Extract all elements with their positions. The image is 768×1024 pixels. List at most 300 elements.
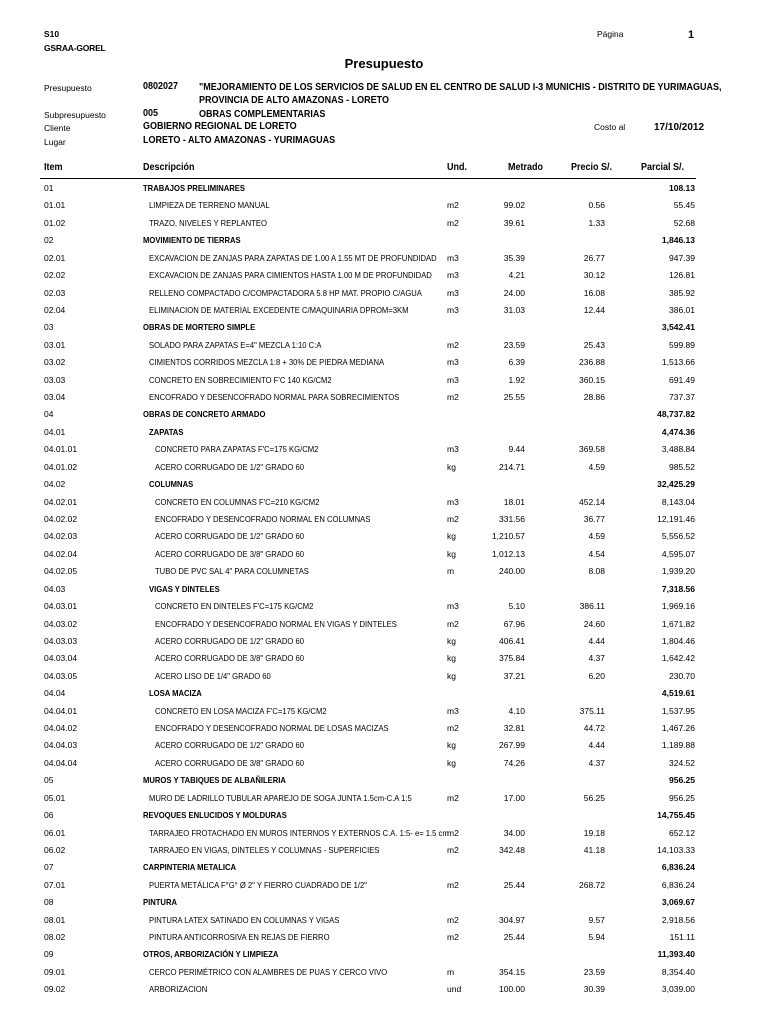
item-code: 04.02: [44, 479, 66, 490]
item-description: ZAPATAS: [149, 426, 184, 437]
table-row: [0, 197, 768, 215]
item-partial: 1,467.26: [661, 723, 695, 734]
item-unit: m3: [447, 252, 459, 263]
item-code: 02.02: [44, 270, 66, 281]
item-code: 03.03: [44, 374, 66, 385]
item-price: 30.12: [583, 270, 605, 281]
item-price: 8.08: [588, 566, 605, 577]
table-row: [0, 720, 768, 738]
item-partial: 12,191.46: [657, 513, 695, 524]
item-description: TRABAJOS PRELIMINARES: [143, 183, 246, 193]
item-metrado: 34.00: [503, 827, 525, 838]
item-price: 0.56: [588, 200, 605, 211]
item-metrado: 25.55: [503, 392, 525, 403]
item-partial: 4,519.61: [661, 688, 695, 699]
item-code: 01.01: [44, 200, 66, 211]
item-code: 04.02.05: [44, 566, 78, 577]
table-row: [0, 598, 768, 616]
item-partial: 1,537.95: [661, 705, 695, 716]
table-row: [0, 650, 768, 668]
item-description: ARBORIZACION: [149, 984, 208, 995]
item-partial: 14,103.33: [657, 844, 695, 855]
document-title: Presupuesto: [344, 56, 424, 71]
item-code: 02.04: [44, 304, 66, 315]
item-description: ENCOFRADO Y DESENCOFRADO NORMAL EN COLUMNAS: [155, 513, 371, 524]
item-description: CIMIENTOS CORRIDOS MEZCLA 1:8 + 30% DE PIEDRA MEDIANA: [149, 357, 385, 368]
item-description: ENCOFRADO Y DESENCOFRADO NORMAL DE LOSAS MACIZAS: [155, 723, 389, 734]
table-row: [0, 842, 768, 860]
item-partial: 1,939.20: [661, 566, 695, 577]
item-code: 04.03.04: [44, 653, 78, 664]
section-row: [0, 807, 768, 825]
item-code: 04.04.04: [44, 757, 78, 768]
item-unit: m: [447, 566, 455, 577]
item-code: 04.01: [44, 426, 66, 437]
subpresupuesto-code: 005: [143, 108, 159, 119]
item-metrado: 1,210.57: [491, 531, 525, 542]
item-code: 04.04.01: [44, 705, 78, 716]
item-partial: 8,143.04: [661, 496, 695, 507]
item-price: 28.86: [583, 392, 605, 403]
lugar-value: LORETO - ALTO AMAZONAS - YURIMAGUAS: [143, 135, 336, 146]
item-partial: 5,556.52: [661, 531, 695, 542]
item-description: LOSA MACIZA: [149, 688, 202, 699]
item-metrado: 354.15: [499, 966, 525, 977]
item-unit: m3: [447, 444, 459, 455]
item-partial: 11,393.40: [657, 949, 695, 960]
item-unit: kg: [447, 635, 456, 646]
presupuesto-code: 0802027: [143, 81, 179, 92]
item-code: 01: [44, 183, 54, 193]
item-price: 360.15: [579, 374, 605, 385]
item-code: 03.04: [44, 392, 66, 403]
item-price: 23.59: [583, 966, 605, 977]
item-partial: 4,474.36: [661, 426, 695, 437]
table-row: [0, 389, 768, 407]
item-partial: 48,737.82: [657, 409, 695, 420]
item-code: 06.01: [44, 827, 66, 838]
item-partial: 3,039.00: [661, 984, 695, 995]
item-metrado: 406.41: [499, 635, 525, 646]
page-number: 1: [688, 29, 695, 41]
costo-label: Costo al: [594, 122, 626, 132]
item-metrado: 214.71: [499, 461, 525, 472]
table-row: [0, 546, 768, 564]
table-row: [0, 250, 768, 268]
item-code: 07.01: [44, 879, 66, 890]
item-metrado: 99.02: [503, 200, 525, 211]
item-unit: m2: [447, 217, 459, 228]
item-description: OBRAS DE MORTERO SIMPLE: [143, 322, 256, 333]
item-partial: 3,069.67: [661, 897, 695, 908]
item-price: 19.18: [583, 827, 605, 838]
subpresupuesto-text: OBRAS COMPLEMENTARIAS: [199, 109, 326, 120]
item-description: ACERO CORRUGADO DE 3/8" GRADO 60: [155, 757, 304, 768]
item-unit: kg: [447, 548, 456, 559]
item-metrado: 32.81: [503, 723, 525, 734]
subsection-row: [0, 685, 768, 703]
item-unit: m2: [447, 339, 459, 350]
item-partial: 8,354.40: [661, 966, 695, 977]
item-description: MURO DE LADRILLO TUBULAR APAREJO DE SOGA JUNTA 1.5cm-C.A 1:5: [149, 792, 412, 803]
item-metrado: 1,012.13: [491, 548, 525, 559]
item-partial: 126.81: [669, 270, 695, 281]
column-header-item: Item: [44, 162, 63, 173]
item-partial: 230.70: [669, 670, 695, 681]
item-description: MOVIMIENTO DE TIERRAS: [143, 235, 241, 246]
item-partial: 1,671.82: [661, 618, 695, 629]
section-row: [0, 894, 768, 912]
item-code: 09: [44, 949, 54, 960]
item-code: 04.02.01: [44, 496, 78, 507]
table-row: [0, 737, 768, 755]
subpresupuesto-label: Subpresupuesto: [44, 110, 106, 120]
table-row: [0, 285, 768, 303]
item-description: TARRAJEO FROTACHADO EN MUROS INTERNOS Y EXTERNOS C.A. 1:5- e= 1.5 cm: [149, 827, 449, 838]
item-partial: 324.52: [669, 757, 695, 768]
table-row: [0, 337, 768, 355]
presupuesto-text-line2: PROVINCIA DE ALTO AMAZONAS - LORETO: [199, 95, 390, 106]
item-metrado: 24.00: [503, 287, 525, 298]
item-unit: m2: [447, 914, 459, 925]
item-price: 36.77: [583, 513, 605, 524]
item-description: ACERO LISO DE 1/4" GRADO 60: [155, 670, 271, 681]
table-row: [0, 877, 768, 895]
item-unit: m2: [447, 792, 459, 803]
item-description: ACERO CORRUGADO DE 1/2" GRADO 60: [155, 531, 304, 542]
item-price: 26.77: [583, 252, 605, 263]
table-row: [0, 511, 768, 529]
item-price: 452.14: [579, 496, 605, 507]
item-code: 04.03: [44, 583, 66, 594]
item-price: 24.60: [583, 618, 605, 629]
item-unit: m3: [447, 601, 459, 612]
item-price: 44.72: [583, 723, 605, 734]
item-partial: 151.11: [669, 932, 695, 943]
item-price: 4.59: [588, 461, 605, 472]
item-partial: 7,318.56: [661, 583, 695, 594]
item-unit: m2: [447, 932, 459, 943]
presupuesto-text-line1: "MEJORAMIENTO DE LOS SERVICIOS DE SALUD EN EL CENTRO DE SALUD I-3 MUNICHIS - DISTRITO DE YURIMAGUAS,: [199, 82, 722, 93]
item-partial: 956.25: [669, 792, 695, 803]
item-price: 4.37: [588, 653, 605, 664]
item-partial: 386.01: [669, 304, 695, 315]
item-price: 41.18: [583, 844, 605, 855]
item-description: EXCAVACION DE ZANJAS PARA ZAPATAS DE 1.00 A 1.55 MT DE PROFUNDIDAD: [149, 252, 437, 263]
item-description: ENCOFRADO Y DESENCOFRADO NORMAL PARA SOBRECIMIENTOS: [149, 392, 400, 403]
item-partial: 1,642.42: [661, 653, 695, 664]
table-row: [0, 912, 768, 930]
table-row: [0, 703, 768, 721]
subsection-row: [0, 581, 768, 599]
item-code: 09.02: [44, 984, 66, 995]
item-metrado: 375.84: [499, 653, 525, 664]
table-row: [0, 528, 768, 546]
item-code: 04.04: [44, 688, 66, 699]
item-metrado: 1.92: [508, 374, 525, 385]
table-row: [0, 825, 768, 843]
item-code: 03.01: [44, 339, 66, 350]
item-description: VIGAS Y DINTELES: [149, 583, 220, 594]
item-description: PINTURA ANTICORROSIVA EN REJAS DE FIERRO: [149, 932, 330, 943]
item-unit: m2: [447, 879, 459, 890]
item-partial: 599.89: [669, 339, 695, 350]
item-unit: kg: [447, 670, 456, 681]
item-code: 04.03.01: [44, 601, 78, 612]
table-row: [0, 929, 768, 947]
item-metrado: 23.59: [503, 339, 525, 350]
system-code: S10: [44, 29, 60, 39]
item-code: 04.04.03: [44, 740, 78, 751]
item-metrado: 100.00: [499, 984, 525, 995]
item-metrado: 6.39: [508, 357, 525, 368]
item-price: 4.44: [588, 740, 605, 751]
item-price: 4.37: [588, 757, 605, 768]
item-description: COLUMNAS: [149, 479, 194, 490]
item-metrado: 74.26: [503, 757, 525, 768]
item-metrado: 67.96: [503, 618, 525, 629]
item-unit: kg: [447, 461, 456, 472]
table-row: [0, 494, 768, 512]
table-row: [0, 372, 768, 390]
item-description: CONCRETO PARA ZAPATAS F'C=175 KG/CM2: [155, 444, 319, 455]
item-unit: m2: [447, 200, 459, 211]
presupuesto-label: Presupuesto: [44, 83, 92, 93]
item-partial: 947.39: [669, 252, 695, 263]
item-unit: m2: [447, 618, 459, 629]
item-code: 04.03.03: [44, 635, 78, 646]
item-description: ACERO CORRUGADO DE 3/8" GRADO 60: [155, 548, 304, 559]
table-row: [0, 981, 768, 999]
item-description: TRAZO, NIVELES Y REPLANTEO: [149, 217, 267, 228]
item-description: CONCRETO EN LOSA MACIZA F'C=175 KG/CM2: [155, 705, 327, 716]
item-description: ELIMINACION DE MATERIAL EXCEDENTE C/MAQUINARIA DPROM=3KM: [149, 304, 409, 315]
section-row: [0, 772, 768, 790]
table-row: [0, 790, 768, 808]
item-description: REVOQUES ENLUCIDOS Y MOLDURAS: [143, 810, 287, 821]
item-price: 4.59: [588, 531, 605, 542]
item-metrado: 25.44: [503, 879, 525, 890]
item-code: 04.01.02: [44, 461, 78, 472]
item-price: 268.72: [579, 879, 605, 890]
item-metrado: 17.00: [503, 792, 525, 803]
item-description: RELLENO COMPACTADO C/COMPACTADORA 5.8 HP MAT. PROPIO C/AGUA: [149, 287, 422, 298]
item-metrado: 5.10: [508, 601, 525, 612]
item-description: CONCRETO EN COLUMNAS F'C=210 KG/CM2: [155, 496, 320, 507]
header-divider: [40, 178, 696, 179]
item-price: 25.43: [583, 339, 605, 350]
item-metrado: 240.00: [499, 566, 525, 577]
item-partial: 108.13: [669, 183, 695, 193]
item-metrado: 331.56: [499, 513, 525, 524]
item-unit: m2: [447, 723, 459, 734]
item-description: ACERO CORRUGADO DE 3/8" GRADO 60: [155, 653, 304, 664]
table-row: [0, 563, 768, 581]
item-partial: 3,488.84: [661, 444, 695, 455]
item-description: PUERTA METÁLICA F°G° Ø 2" Y FIERRO CUADRADO DE 1/2": [149, 879, 368, 890]
item-partial: 652.12: [669, 827, 695, 838]
item-code: 01.02: [44, 217, 66, 228]
item-code: 04.02.02: [44, 513, 78, 524]
item-partial: 1,189.88: [661, 740, 695, 751]
item-partial: 2,918.56: [661, 914, 695, 925]
item-unit: m3: [447, 496, 459, 507]
item-code: 02: [44, 235, 54, 246]
section-row: [0, 946, 768, 964]
item-code: 06: [44, 810, 54, 821]
item-price: 6.20: [588, 670, 605, 681]
item-code: 04.02.04: [44, 548, 78, 559]
item-partial: 1,513.66: [661, 357, 695, 368]
table-row: [0, 616, 768, 634]
item-price: 30.39: [583, 984, 605, 995]
item-partial: 6,836.24: [661, 862, 695, 873]
item-unit: kg: [447, 531, 456, 542]
item-unit: m3: [447, 357, 459, 368]
item-partial: 385.92: [669, 287, 695, 298]
item-partial: 14,755.45: [657, 810, 695, 821]
cliente-value: GOBIERNO REGIONAL DE LORETO: [143, 121, 297, 132]
costo-date: 17/10/2012: [654, 122, 705, 133]
item-code: 04.02.03: [44, 531, 78, 542]
item-partial: 6,836.24: [661, 879, 695, 890]
item-code: 04.03.05: [44, 670, 78, 681]
item-unit: m: [447, 966, 455, 977]
item-metrado: 4.10: [508, 705, 525, 716]
item-partial: 32,425.29: [657, 479, 695, 490]
section-row: [0, 406, 768, 424]
item-price: 5.94: [588, 932, 605, 943]
table-row: [0, 215, 768, 233]
item-description: EXCAVACION DE ZANJAS PARA CIMIENTOS HASTA 1.00 M DE PROFUNDIDAD: [149, 270, 432, 281]
item-price: 12.44: [583, 304, 605, 315]
company-code: GSRAA-GOREL: [44, 43, 106, 53]
item-metrado: 35.39: [503, 252, 525, 263]
lugar-label: Lugar: [44, 137, 66, 147]
item-code: 07: [44, 862, 54, 873]
item-price: 9.57: [588, 914, 605, 925]
item-unit: m2: [447, 513, 459, 524]
section-row: [0, 859, 768, 877]
table-row: [0, 267, 768, 285]
item-partial: 985.52: [669, 461, 695, 472]
table-row: [0, 354, 768, 372]
section-row: [0, 232, 768, 250]
table-row: [0, 302, 768, 320]
column-header-descripcion: Descripción: [143, 162, 195, 173]
item-description: CONCRETO EN SOBRECIMIENTO F'C 140 KG/CM2: [149, 374, 332, 385]
item-price: 4.44: [588, 635, 605, 646]
item-metrado: 37.21: [503, 670, 525, 681]
item-metrado: 342.48: [499, 844, 525, 855]
item-partial: 956.25: [669, 775, 695, 786]
item-metrado: 9.44: [508, 444, 525, 455]
item-price: 4.54: [588, 548, 605, 559]
item-code: 03: [44, 322, 54, 333]
item-description: ACERO CORRUGADO DE 1/2" GRADO 60: [155, 740, 304, 751]
item-description: CARPINTERIA METALICA: [143, 862, 237, 873]
section-row: [0, 180, 768, 198]
item-price: 386.11: [579, 601, 605, 612]
item-metrado: 39.61: [503, 217, 525, 228]
item-unit: und: [447, 984, 462, 995]
item-code: 08.01: [44, 914, 66, 925]
item-description: TUBO DE PVC SAL 4" PARA COLUMNETAS: [155, 566, 309, 577]
subsection-row: [0, 424, 768, 442]
column-header-metrado: Metrado: [508, 162, 544, 173]
table-row: [0, 441, 768, 459]
item-price: 1.33: [588, 217, 605, 228]
item-code: 04.03.02: [44, 618, 78, 629]
item-partial: 4,595.07: [661, 548, 695, 559]
table-row: [0, 964, 768, 982]
column-header-precio: Precio S/.: [571, 162, 613, 173]
column-header-und: Und.: [447, 162, 467, 173]
item-unit: m2: [447, 827, 459, 838]
item-code: 06.02: [44, 844, 66, 855]
item-partial: 55.45: [673, 200, 695, 211]
item-unit: kg: [447, 740, 456, 751]
item-partial: 737.37: [669, 392, 695, 403]
item-partial: 52.68: [673, 217, 695, 228]
item-unit: m3: [447, 374, 459, 385]
item-unit: m3: [447, 270, 459, 281]
item-description: LIMPIEZA DE TERRENO MANUAL: [149, 200, 270, 211]
item-code: 02.03: [44, 287, 66, 298]
item-metrado: 304.97: [499, 914, 525, 925]
item-description: ENCOFRADO Y DESENCOFRADO NORMAL EN VIGAS Y DINTELES: [155, 618, 397, 629]
item-code: 04.01.01: [44, 444, 78, 455]
item-code: 02.01: [44, 252, 66, 263]
item-price: 56.25: [583, 792, 605, 803]
subsection-row: [0, 476, 768, 494]
item-unit: m3: [447, 304, 459, 315]
item-code: 05: [44, 775, 54, 786]
item-metrado: 18.01: [503, 496, 525, 507]
item-description: CONCRETO EN DINTELES F'C=175 KG/CM2: [155, 601, 314, 612]
item-description: PINTURA LATEX SATINADO EN COLUMNAS Y VIGAS: [149, 914, 340, 925]
item-code: 05.01: [44, 792, 66, 803]
item-code: 08.02: [44, 932, 66, 943]
item-metrado: 4.21: [508, 270, 525, 281]
item-unit: m2: [447, 392, 459, 403]
item-unit: kg: [447, 653, 456, 664]
item-description: MUROS Y TABIQUES DE ALBAÑILERIA: [143, 775, 286, 786]
item-price: 369.58: [579, 444, 605, 455]
item-description: ACERO CORRUGADO DE 1/2" GRADO 60: [155, 635, 304, 646]
item-description: PINTURA: [143, 897, 178, 908]
item-unit: kg: [447, 757, 456, 768]
item-code: 09.01: [44, 966, 66, 977]
item-price: 236.88: [579, 357, 605, 368]
cliente-label: Cliente: [44, 123, 71, 133]
item-price: 375.11: [579, 705, 605, 716]
item-partial: 1,969.16: [661, 601, 695, 612]
table-row: [0, 633, 768, 651]
item-description: SOLADO PARA ZAPATAS E=4" MEZCLA 1:10 C:A: [149, 339, 322, 350]
item-code: 04: [44, 409, 54, 420]
table-row: [0, 755, 768, 773]
item-metrado: 25.44: [503, 932, 525, 943]
item-code: 08: [44, 897, 54, 908]
item-code: 04.04.02: [44, 723, 78, 734]
table-row: [0, 668, 768, 686]
table-row: [0, 459, 768, 477]
item-metrado: 267.99: [499, 740, 525, 751]
item-code: 03.02: [44, 357, 66, 368]
item-description: OTROS, ARBORIZACIÓN Y LIMPIEZA: [143, 949, 279, 960]
item-partial: 3,542.41: [661, 322, 695, 333]
